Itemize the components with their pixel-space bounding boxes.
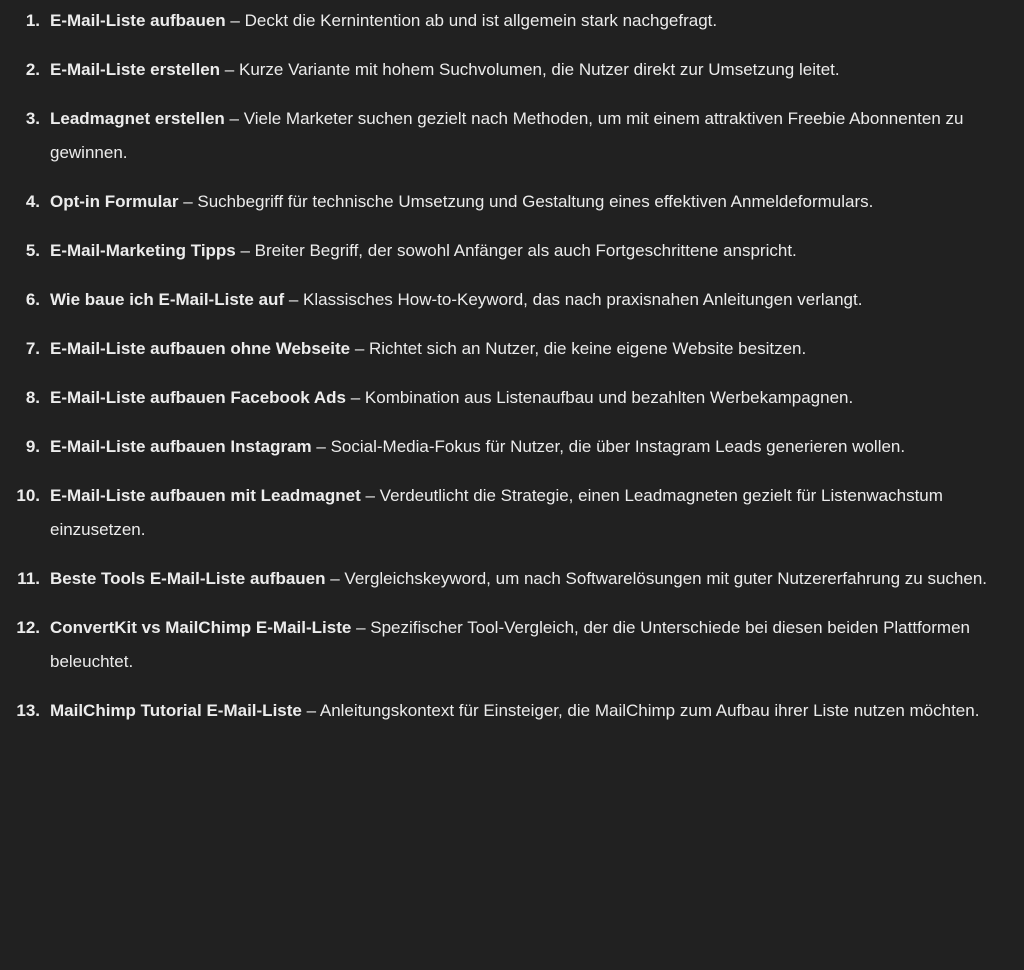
item-description: – Vergleichskeyword, um nach Softwarelösungen mit guter Nutzererfahrung zu suchen. xyxy=(330,569,987,588)
item-number: 2. xyxy=(25,60,40,79)
item-number: 10. xyxy=(16,486,40,505)
item-number: 11. xyxy=(17,569,40,588)
item-keyword: MailChimp Tutorial E-Mail-Liste xyxy=(50,701,302,720)
item-number: 13. xyxy=(16,701,40,720)
item-number: 5. xyxy=(25,241,40,260)
item-number: 12. xyxy=(16,618,40,637)
item-keyword: Beste Tools E-Mail-Liste aufbauen xyxy=(50,569,326,588)
item-description: – Anleitungskontext für Einsteiger, die MailChimp zum Aufbau ihrer Liste nutzen möchten. xyxy=(306,701,980,720)
item-keyword: ConvertKit vs MailChimp E-Mail-Liste xyxy=(50,618,352,637)
keyword-list-item xyxy=(0,562,998,596)
item-number: 8. xyxy=(25,388,40,407)
item-keyword: Wie baue ich E-Mail-Liste auf xyxy=(50,290,285,309)
keyword-list-item xyxy=(0,694,998,728)
item-description: – Social-Media-Fokus für Nutzer, die über Instagram Leads generieren wollen. xyxy=(316,437,906,456)
item-keyword: E-Mail-Liste aufbauen Instagram xyxy=(50,437,312,456)
item-keyword: Leadmagnet erstellen xyxy=(50,109,225,128)
item-keyword: E-Mail-Liste aufbauen Facebook Ads xyxy=(50,388,346,407)
item-keyword: E-Mail-Liste aufbauen xyxy=(50,11,226,30)
item-description: – Richtet sich an Nutzer, die keine eigene Website besitzen. xyxy=(354,339,807,358)
keyword-list-item xyxy=(0,234,998,268)
keyword-list-item xyxy=(0,185,998,219)
keyword-list-item xyxy=(0,4,998,38)
keyword-list xyxy=(0,4,998,728)
item-description: – Kombination aus Listenaufbau und bezahlten Werbekampagnen. xyxy=(350,388,854,407)
keyword-list-item xyxy=(0,102,998,170)
item-number: 4. xyxy=(25,192,40,211)
keyword-list-item xyxy=(0,611,998,679)
item-keyword: E-Mail-Liste aufbauen ohne Webseite xyxy=(50,339,351,358)
item-number: 1. xyxy=(25,11,40,30)
keyword-list-item xyxy=(0,430,998,464)
item-number: 3. xyxy=(25,109,40,128)
item-keyword: Opt-in Formular xyxy=(50,192,179,211)
keyword-list-item xyxy=(0,53,998,87)
keyword-list-item xyxy=(0,479,998,547)
item-description: – Breiter Begriff, der sowohl Anfänger als auch Fortgeschrittene anspricht. xyxy=(240,241,797,260)
item-description: – Kurze Variante mit hohem Suchvolumen, die Nutzer direkt zur Umsetzung leitet. xyxy=(224,60,840,79)
item-keyword: E-Mail-Liste erstellen xyxy=(50,60,221,79)
item-description: – Klassisches How-to-Keyword, das nach praxisnahen Anleitungen verlangt. xyxy=(288,290,863,309)
item-description: – Deckt die Kernintention ab und ist allgemein stark nachgefragt. xyxy=(230,11,718,30)
keyword-list-item xyxy=(0,283,998,317)
item-number: 6. xyxy=(25,290,40,309)
item-number: 7. xyxy=(25,339,40,358)
item-description: – Verdeutlicht die Strategie, einen Leadmagneten gezielt für Listenwachstum einzusetzen. xyxy=(50,486,943,539)
item-keyword: E-Mail-Liste aufbauen mit Leadmagnet xyxy=(50,486,361,505)
keyword-list-item xyxy=(0,332,998,366)
item-description: – Viele Marketer suchen gezielt nach Methoden, um mit einem attraktiven Freebie Abonnenten zu gewinnen. xyxy=(50,109,964,162)
item-description: – Suchbegriff für technische Umsetzung und Gestaltung eines effektiven Anmeldeformulars. xyxy=(183,192,874,211)
keyword-list-item xyxy=(0,381,998,415)
item-description: – Spezifischer Tool-Vergleich, der die Unterschiede bei diesen beiden Plattformen beleuchtet. xyxy=(50,618,970,671)
item-keyword: E-Mail-Marketing Tipps xyxy=(50,241,236,260)
item-number: 9. xyxy=(25,437,40,456)
